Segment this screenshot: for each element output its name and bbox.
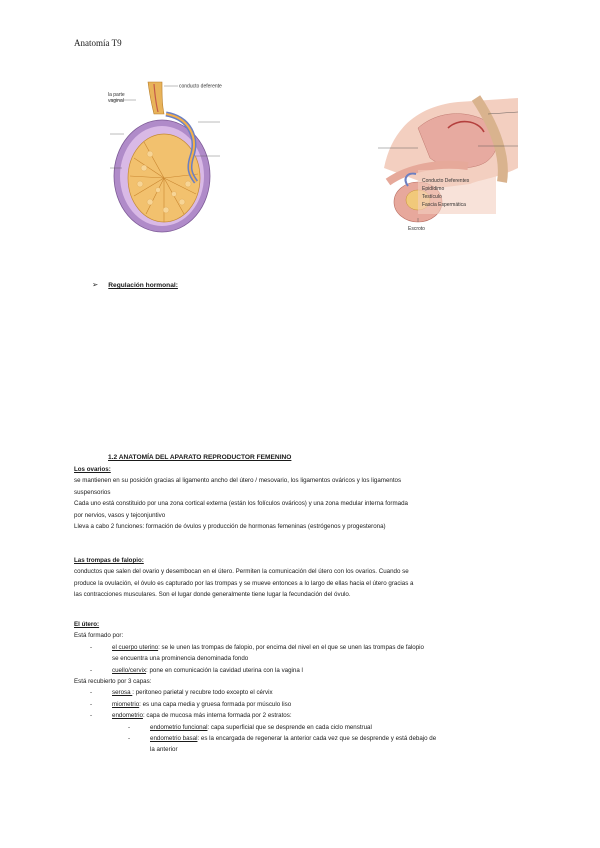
trompas-heading: Las trompas de falopio:	[74, 557, 144, 564]
utero-intro: Está formado por:	[74, 632, 124, 640]
list-item	[90, 687, 530, 698]
stratum-term: endometrio funcional	[150, 723, 208, 731]
dash-marker: -	[128, 735, 131, 743]
list-item	[90, 699, 530, 710]
utero-parts-list	[74, 642, 530, 676]
trompas-line: produce la ovulación, el óvulo es capturado por las trompas y se mueve entonces a lo largo de ellas hacia el útero gracias a	[74, 579, 414, 587]
list-item	[90, 642, 530, 665]
layer-term: miometrio	[112, 700, 140, 708]
pelvis-label-3: Testículo	[422, 194, 442, 200]
pelvis-label-bottom: Escroto	[408, 226, 425, 232]
trompas-line: las contracciones musculares. Son el lugar donde generalmente tiene lugar la fecundación del óvulo.	[74, 591, 351, 599]
dash-marker: -	[90, 712, 93, 720]
pelvis-label-2: Epidídimo	[422, 186, 445, 192]
pelvis-label-4: Fascia Espermática	[422, 202, 466, 208]
part-text: : se le unen las trompas de falopio, por encima del nivel en el que se unen las trompas de falopio	[158, 643, 424, 651]
part-term: el cuerpo uterino	[112, 643, 159, 651]
dash-marker: -	[90, 666, 93, 674]
hormonal-bullet	[92, 280, 178, 289]
arrow-bullet-icon: ➢	[92, 280, 99, 289]
layer-text: : capa de mucosa más interna formada por 2 estratos:	[142, 712, 292, 720]
stratum-term: endometrio basal	[150, 735, 198, 743]
ovarios-line: suspensorios	[74, 488, 111, 496]
list-item	[128, 733, 530, 756]
dash-marker: -	[128, 723, 131, 731]
utero-block	[74, 619, 530, 779]
utero-layers-list	[74, 687, 530, 721]
stratum-cont: la anterior	[150, 746, 178, 754]
layer-text: : es una capa media y gruesa formada por músculo liso	[139, 700, 292, 708]
trompas-line: conductos que salen del ovario y desembocan en el útero. Permiten la comunicación del útero con los ovarios. Cuando se	[74, 568, 409, 576]
part-term: cuello/cervix	[112, 666, 147, 674]
dash-marker: -	[90, 689, 93, 697]
list-item	[90, 710, 530, 721]
testis-label-left2: vaginal	[108, 98, 124, 104]
stratum-text: : capa superficial que se desprende en cada ciclo menstrual	[207, 723, 372, 731]
list-item	[128, 722, 530, 733]
part-text: : pone en comunicación la cavidad uterina con la vagina l	[146, 666, 303, 674]
testis-illustration	[100, 78, 230, 238]
ovarios-heading: Los ovarios:	[74, 466, 111, 473]
stratum-text: : es la encargada de regenerar la anterior cada vez que se desprende y está debajo de	[197, 735, 437, 743]
pelvis-label-1: Conducto Deferentes	[422, 178, 470, 184]
layer-text: : peritoneo parietal y recubre todo excepto el cérvix	[132, 689, 273, 697]
endometrio-strata-list	[74, 722, 530, 756]
testis-label-top: conducto deferente	[179, 83, 222, 90]
ovarios-block	[74, 464, 530, 532]
dash-marker: -	[90, 643, 93, 651]
trompas-block	[74, 555, 530, 601]
section-title: 1.2 ANATOMÍA DEL APARATO REPRODUCTOR FEMENINO	[108, 454, 292, 461]
dash-marker: -	[90, 700, 93, 708]
utero-layers-intro: Está recubierto por 3 capas:	[74, 678, 152, 686]
ovarios-line: Lleva a cabo 2 funciones: formación de óvulos y producción de hormonas femeninas (estrógenos y progesterona)	[74, 523, 386, 531]
testis-label-left1: la parte	[108, 92, 125, 98]
part-cont: se encuentra una prominencia denominada fondo	[112, 655, 249, 663]
ovarios-line: se mantienen en su posición gracias al ligamento ancho del útero / mesovario, los ligamentos ováricos y los ligamentos	[74, 477, 402, 485]
male-pelvis-illustration	[378, 88, 520, 238]
list-item	[90, 665, 530, 676]
utero-heading: El útero:	[74, 621, 100, 628]
layer-term: serosa	[112, 689, 133, 697]
hormonal-title: Regulación hormonal:	[108, 282, 178, 289]
page-header-title: Anatomía T9	[74, 38, 122, 48]
ovarios-line: por nervios, vasos y tejconjuntivo	[74, 511, 166, 519]
ovarios-line: Cada uno está constituido por una zona cortical externa (están los folículos ováricos) y una zona medular interna formada	[74, 500, 408, 508]
layer-term: endometrio	[112, 712, 143, 720]
